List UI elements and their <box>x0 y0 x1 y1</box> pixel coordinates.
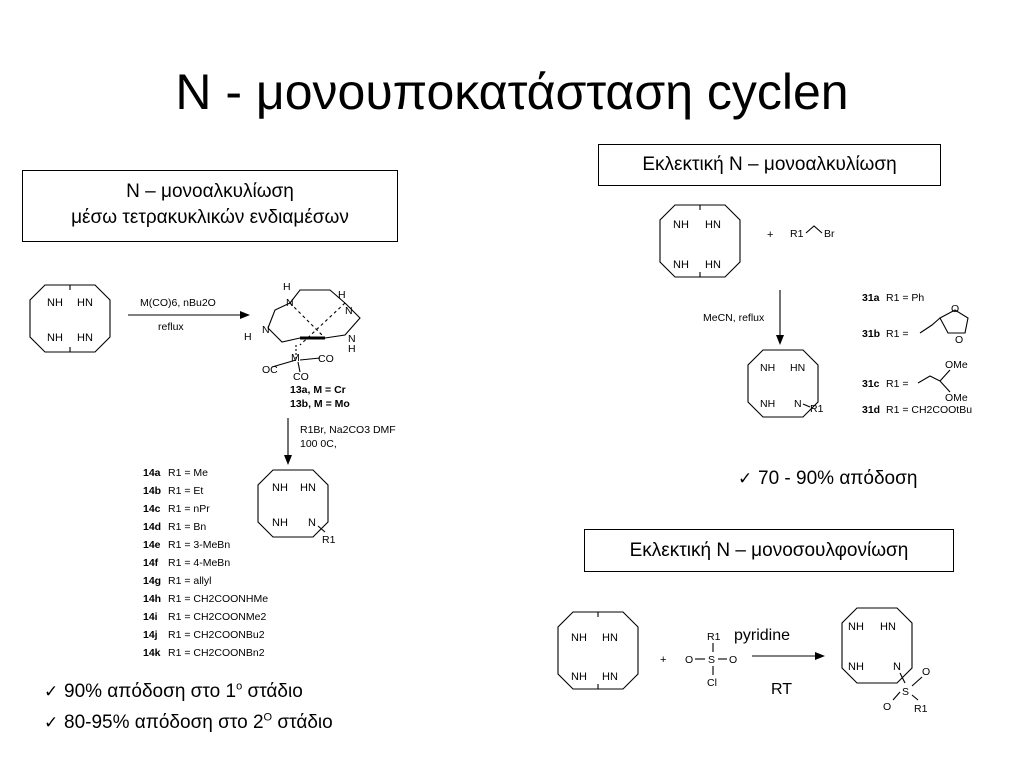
chloride-label: Cl <box>707 677 717 689</box>
product-14d <box>143 521 206 533</box>
product-31c <box>862 359 968 404</box>
svg-text:14j: 14j <box>143 629 158 641</box>
atom-label: N <box>794 398 802 410</box>
bullet-text: 80-95% απόδοση στο 2 <box>64 712 264 733</box>
r-substituent-label: R1 <box>914 703 928 715</box>
svg-text:R1 = Me: R1 = Me <box>168 467 208 479</box>
amine-label: NH <box>47 332 63 344</box>
svg-text:R1 = 3-MeBn: R1 = 3-MeBn <box>168 539 231 551</box>
alkyl-bromide <box>790 226 835 240</box>
amine-label: HN <box>705 219 721 231</box>
atom-label: N <box>308 517 316 529</box>
amine-label: HN <box>602 671 618 683</box>
methoxy-label: OMe <box>945 392 968 404</box>
svg-text:31d: 31d <box>862 404 881 416</box>
monoalkylated-cyclen <box>258 470 336 546</box>
bullet-sup: ο <box>236 680 243 693</box>
svg-text:14g: 14g <box>143 575 162 587</box>
plus-sign: + <box>660 654 667 666</box>
bullet-text: 90% απόδοση στο 1 <box>64 681 237 702</box>
product-14c <box>143 503 210 515</box>
bullet-sup: Ο <box>263 711 273 724</box>
amine-label: HN <box>77 332 93 344</box>
atom-label: H <box>338 289 346 301</box>
svg-text:31c: 31c <box>862 378 880 390</box>
check-icon: ✓ <box>738 469 753 488</box>
svg-text:R1 = 4-MeBn: R1 = 4-MeBn <box>168 557 231 569</box>
svg-text:R1 = CH2COOtBu: R1 = CH2COOtBu <box>886 404 973 416</box>
r-substituent-label: R1 <box>322 534 336 546</box>
svg-text:14a: 14a <box>143 467 161 479</box>
atom-label: N <box>348 333 356 345</box>
plus-sign: + <box>767 229 774 241</box>
cyclen-structure-right1 <box>660 205 740 277</box>
amine-label: NH <box>673 259 689 271</box>
svg-text:14h: 14h <box>143 593 162 605</box>
atom-label: N <box>262 324 270 336</box>
amine-label: NH <box>47 297 63 309</box>
svg-text:R1 = Ph: R1 = Ph <box>886 292 925 304</box>
tetracyclic-intermediate <box>244 281 360 410</box>
svg-text:14e: 14e <box>143 539 161 551</box>
svg-text:R1 =: R1 = <box>886 328 909 340</box>
cyclen-structure-left <box>30 285 110 352</box>
amine-label: NH <box>673 219 689 231</box>
bullet-text-after: στάδιο <box>272 712 333 733</box>
amine-label: NH <box>760 362 776 374</box>
intermediate-label-13a: 13a, M = Cr <box>290 384 346 396</box>
bromide-label: Br <box>824 228 835 240</box>
atom-label: H <box>348 343 356 355</box>
reaction-arrow-1 <box>128 297 250 333</box>
conditions-label: reflux <box>158 321 184 333</box>
step2-conditions: 100 0C, <box>300 438 337 450</box>
oxygen-label: O <box>883 701 892 713</box>
co-label: CO <box>318 353 334 365</box>
oxygen-label: O <box>951 303 960 315</box>
r-group-label: R1 <box>707 631 721 643</box>
sulfonyl-chloride <box>685 631 737 689</box>
svg-text:R1 = Et: R1 = Et <box>168 485 204 497</box>
amine-label: HN <box>880 621 896 633</box>
amine-label: NH <box>272 517 288 529</box>
svg-text:R1 = CH2COONMe2: R1 = CH2COONMe2 <box>168 611 267 623</box>
svg-text:31a: 31a <box>862 292 880 304</box>
amine-label: NH <box>760 398 776 410</box>
reagent-label: M(CO)6, nBu2O <box>140 297 216 309</box>
oxygen-label: O <box>922 666 931 678</box>
right-heading-sulfonylation: Εκλεκτική N – μονοσουλφονίωση <box>584 529 954 572</box>
reaction-arrow-4 <box>734 627 825 698</box>
product-14k <box>143 647 265 659</box>
amine-label: NH <box>848 621 864 633</box>
atom-label: N <box>286 297 294 309</box>
svg-text:R1 = CH2COONBu2: R1 = CH2COONBu2 <box>168 629 265 641</box>
r-substituent-label: R1 <box>810 403 824 415</box>
amine-label: HN <box>300 482 316 494</box>
product-14j <box>143 629 265 641</box>
svg-text:14k: 14k <box>143 647 161 659</box>
product-list-14 <box>143 467 268 659</box>
check-icon: ✓ <box>44 713 59 732</box>
svg-text:R1 = Bn: R1 = Bn <box>168 521 207 533</box>
svg-text:14f: 14f <box>143 557 159 569</box>
product-14i <box>143 611 266 623</box>
monosulfonylated-cyclen <box>842 608 930 715</box>
svg-text:R1 =: R1 = <box>886 378 909 390</box>
sulfur-label: S <box>902 686 910 698</box>
amine-label: HN <box>705 259 721 271</box>
oxygen-label: O <box>729 654 738 666</box>
amine-label: NH <box>571 632 587 644</box>
right-heading-alkylation: Εκλεκτική N – μονοαλκυλίωση <box>598 144 941 186</box>
atom-label: N <box>893 661 901 673</box>
cyclen-structure-right2 <box>558 612 638 689</box>
methoxy-label: OMe <box>945 359 968 371</box>
bullet-text: 70 - 90% απόδοση <box>758 468 918 489</box>
svg-text:14d: 14d <box>143 521 162 533</box>
slide-title: N - μονουποκατάσταση cyclen <box>175 64 849 120</box>
left-heading-line2: μέσω τετρακυκλικών ενδιαμέσων <box>71 207 349 228</box>
product-14b <box>143 485 203 497</box>
conditions-top: pyridine <box>734 627 791 644</box>
monoalkylated-cyclen-right <box>748 350 824 417</box>
r-group-label: R1 <box>790 228 804 240</box>
product-14a <box>143 467 208 479</box>
check-icon: ✓ <box>44 682 59 701</box>
svg-text:R1 = nPr: R1 = nPr <box>168 503 210 515</box>
sulfur-label: S <box>708 654 716 666</box>
metal-label: M <box>291 352 300 364</box>
product-list-31 <box>862 292 972 416</box>
amine-label: NH <box>571 671 587 683</box>
atom-label: H <box>244 331 252 343</box>
reaction-arrow-3 <box>703 290 784 345</box>
product-14e <box>143 539 230 551</box>
svg-text:14i: 14i <box>143 611 158 623</box>
amine-label: NH <box>848 661 864 673</box>
svg-text:31b: 31b <box>862 328 881 340</box>
amine-label: NH <box>272 482 288 494</box>
intermediate-label-13b: 13b, M = Mo <box>290 398 350 410</box>
oxygen-label: O <box>685 654 694 666</box>
conditions-bottom: RT <box>771 681 793 698</box>
product-31a <box>862 292 924 304</box>
step2-reagents: R1Br, Na2CO3 DMF <box>300 424 396 436</box>
svg-text:R1 = allyl: R1 = allyl <box>168 575 212 587</box>
svg-text:14b: 14b <box>143 485 162 497</box>
amine-label: HN <box>602 632 618 644</box>
product-31d <box>862 404 972 416</box>
product-14g <box>143 575 211 587</box>
svg-text:R1 = CH2COONBn2: R1 = CH2COONBn2 <box>168 647 265 659</box>
oxygen-label: O <box>955 334 964 346</box>
atom-label: H <box>283 281 291 293</box>
conditions-label: MeCN, reflux <box>703 312 765 324</box>
product-14h <box>143 593 268 605</box>
svg-text:R1 = CH2COONHMe: R1 = CH2COONHMe <box>168 593 269 605</box>
product-31b <box>862 303 968 346</box>
atom-label: N <box>345 305 353 317</box>
svg-text:14c: 14c <box>143 503 161 515</box>
bullet-text-after: στάδιο <box>242 681 303 702</box>
co-label: OC <box>262 364 278 376</box>
amine-label: HN <box>77 297 93 309</box>
reaction-arrow-2 <box>284 418 396 465</box>
amine-label: HN <box>790 362 806 374</box>
co-label: CO <box>293 371 309 383</box>
left-heading-line1: N – μονοαλκυλίωση <box>126 181 294 202</box>
product-14f <box>143 557 230 569</box>
